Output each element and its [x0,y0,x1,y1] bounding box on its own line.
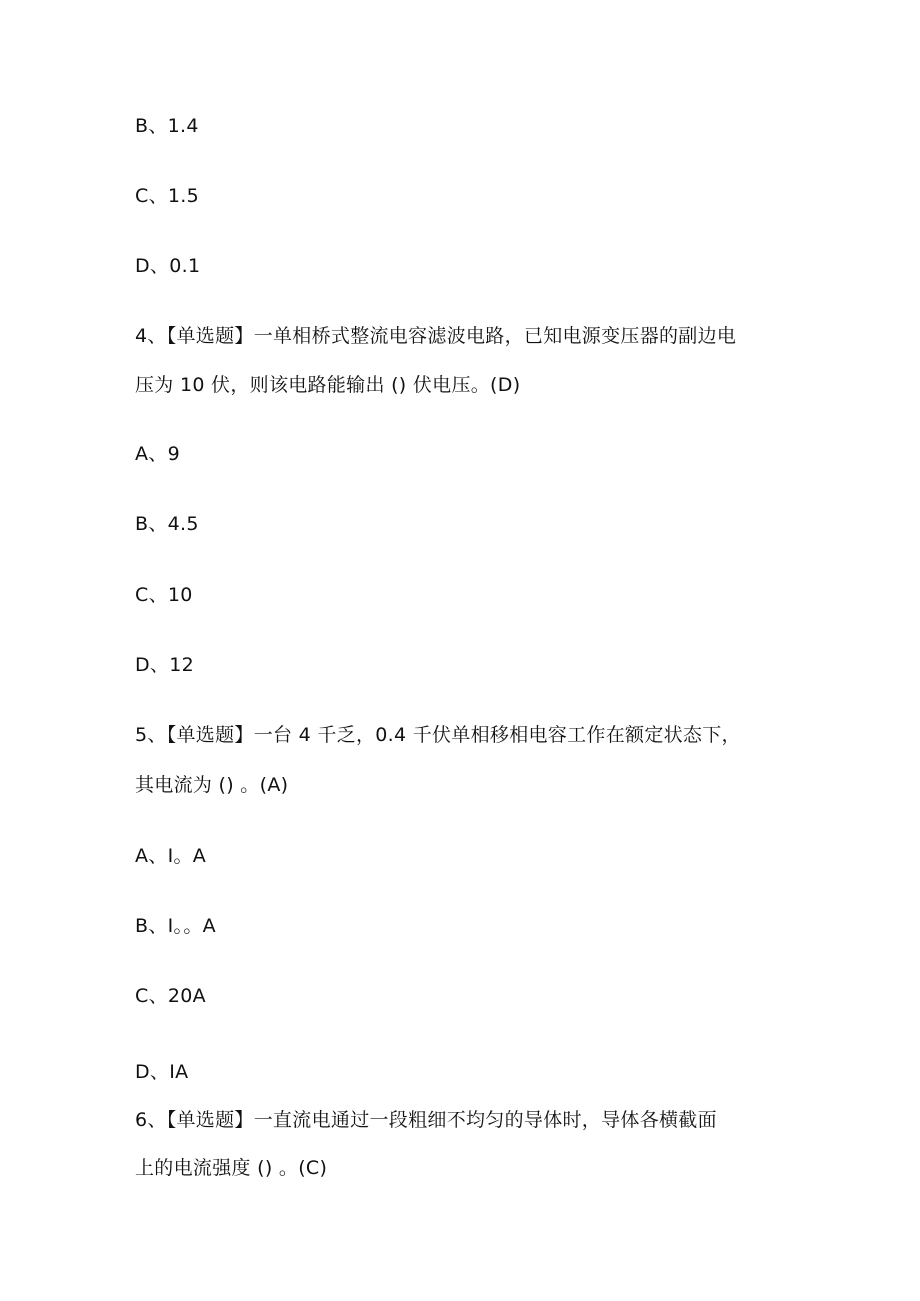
q4-option-c: C、10 [135,584,193,606]
q5-stem-line1: 5、【单选题】一台 4 千乏，0.4 千伏单相移相电容工作在额定状态下， [135,724,741,746]
q4-stem-line2: 压为 10 伏，则该电路能输出 () 伏电压。(D) [135,374,521,396]
q5-option-b: B、I。。A [135,915,216,937]
q5-option-a: A、I。A [135,845,207,867]
q5-option-c: C、20A [135,985,206,1007]
q5-stem-line2: 其电流为 () 。(A) [135,774,289,796]
q5-option-d: D、IA [135,1061,189,1083]
q4-option-d: D、12 [135,654,195,676]
q6-stem-line2: 上的电流强度 () 。(C) [135,1157,328,1179]
q3-option-c: C、1.5 [135,185,199,207]
q4-option-a: A、9 [135,443,180,465]
q4-option-b: B、4.5 [135,513,199,535]
q4-stem-line1: 4、【单选题】一单相桥式整流电容滤波电路，已知电源变压器的副边电 [135,325,737,347]
q3-option-d: D、0.1 [135,255,201,277]
q3-option-b: B、1.4 [135,115,199,137]
q6-stem-line1: 6、【单选题】一直流电通过一段粗细不均匀的导体时，导体各横截面 [135,1109,717,1131]
